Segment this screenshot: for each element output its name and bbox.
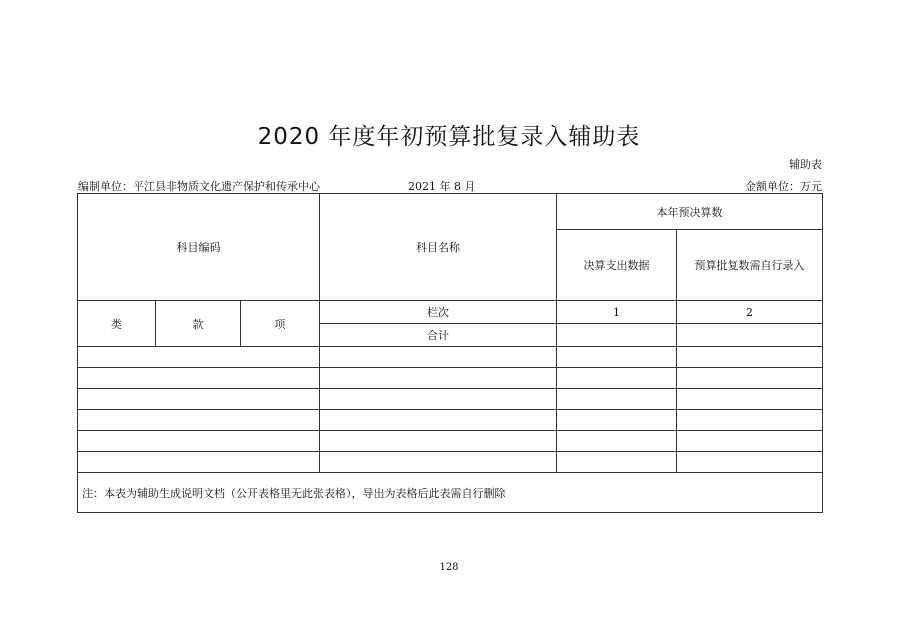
empty-cell (320, 347, 557, 368)
empty-cell (320, 431, 557, 452)
table-row (78, 452, 823, 473)
table-row (78, 389, 823, 410)
page-number: 128 (439, 562, 459, 573)
empty-cell (78, 389, 320, 410)
col1-number: 1 (557, 301, 677, 324)
header-subject-code: 科目编码 (78, 194, 320, 301)
report-date: 2021 年 8 月 (408, 180, 476, 193)
header-kuan: 款 (156, 301, 241, 347)
table-row (78, 431, 823, 452)
empty-cell (557, 452, 677, 473)
empty-cell (78, 452, 320, 473)
header-annual-budget: 本年预决算数 (557, 194, 823, 230)
header-lei: 类 (78, 301, 156, 347)
table-row (78, 347, 823, 368)
empty-cell (78, 410, 320, 431)
money-unit: 金额单位：万元 (745, 180, 822, 193)
empty-cell (557, 389, 677, 410)
compiling-unit: 编制单位：平江县非物质文化遗产保护和传承中心 (78, 180, 320, 193)
total-col1 (557, 324, 677, 347)
col2-number: 2 (677, 301, 823, 324)
empty-cell (78, 431, 320, 452)
table-row (78, 410, 823, 431)
table-note: 注：本表为辅助生成说明文档（公开表格里无此张表格），导出为表格后此表需自行删除 (78, 473, 823, 513)
header-xiang: 项 (241, 301, 320, 347)
empty-cell (320, 410, 557, 431)
empty-cell (557, 368, 677, 389)
empty-cell (677, 452, 823, 473)
empty-cell (677, 368, 823, 389)
header-lanci: 栏次 (320, 301, 557, 324)
header-budget-approval: 预算批复数需自行录入 (677, 230, 823, 301)
empty-cell (320, 368, 557, 389)
empty-cell (557, 410, 677, 431)
empty-cell (557, 347, 677, 368)
header-subject-name: 科目名称 (320, 194, 557, 301)
empty-cell (677, 410, 823, 431)
empty-cell (557, 431, 677, 452)
table-tag: 辅助表 (789, 158, 822, 171)
page-title: 2020 年度年初预算批复录入辅助表 (257, 124, 641, 150)
empty-cell (320, 389, 557, 410)
table-row (78, 368, 823, 389)
empty-cell (78, 368, 320, 389)
budget-table (77, 193, 823, 513)
total-label: 合计 (320, 324, 557, 347)
empty-cell (677, 347, 823, 368)
empty-cell (78, 347, 320, 368)
empty-cell (677, 389, 823, 410)
empty-cell (320, 452, 557, 473)
empty-cell (677, 431, 823, 452)
total-col2 (677, 324, 823, 347)
header-final-expenditure: 决算支出数据 (557, 230, 677, 301)
